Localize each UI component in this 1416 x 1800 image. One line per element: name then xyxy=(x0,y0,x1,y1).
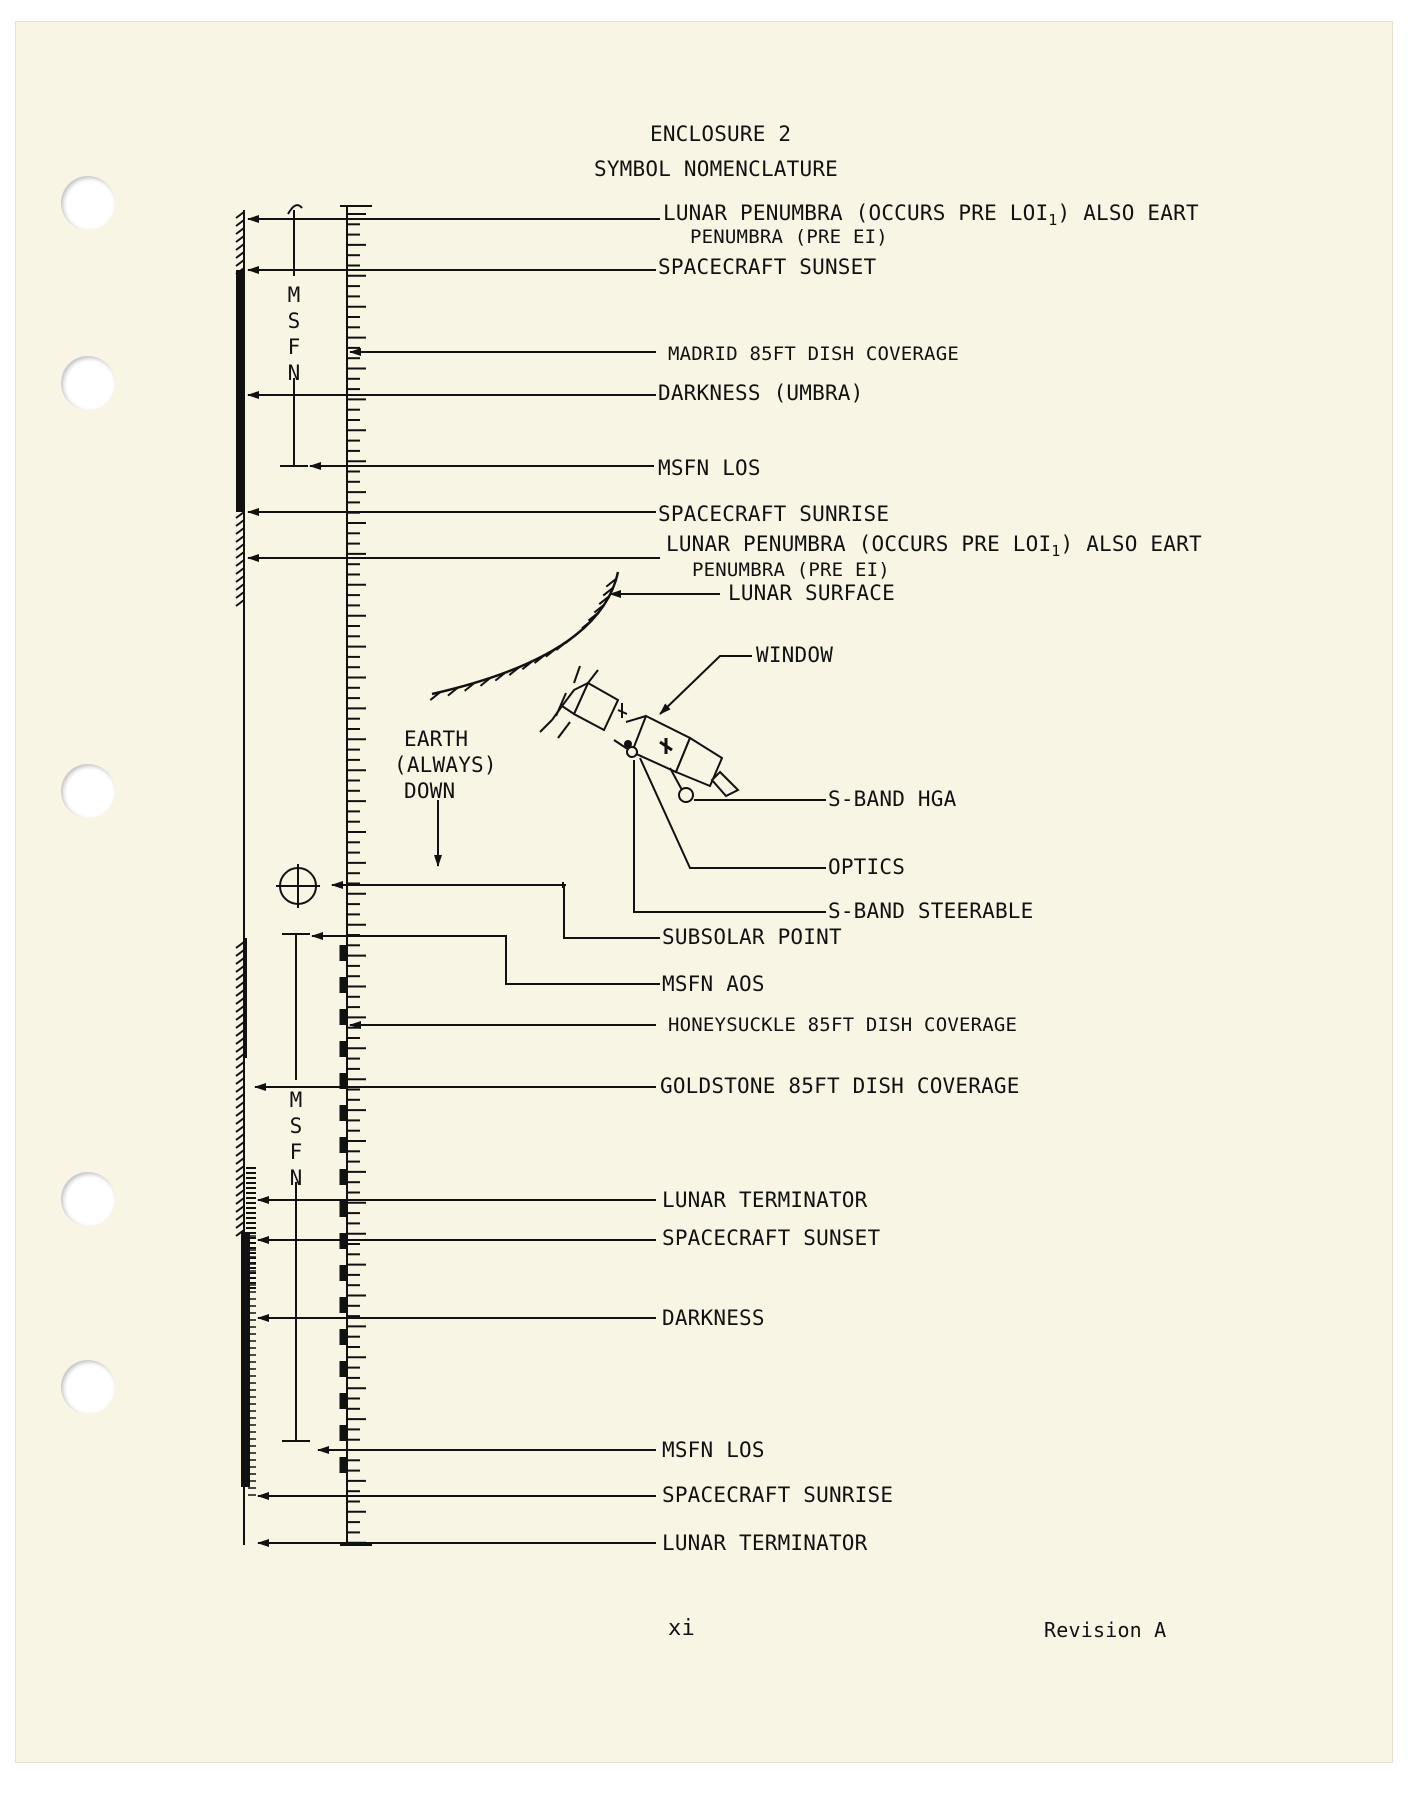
hatch-mark xyxy=(236,1126,244,1132)
hatch-mark xyxy=(236,990,244,996)
hatch-mark xyxy=(236,1110,244,1116)
hatch-mark xyxy=(236,1206,244,1212)
hatch-mark xyxy=(236,1214,244,1220)
hatch-mark xyxy=(236,958,244,964)
hatch-mark xyxy=(236,998,244,1004)
label-msfn-los-1: MSFN LOS xyxy=(658,456,761,480)
label-madrid: MADRID 85FT DISH COVERAGE xyxy=(668,343,959,365)
hatch-mark xyxy=(236,1070,244,1076)
hatch-mark xyxy=(236,584,244,590)
label-sband-hga: S-BAND HGA xyxy=(828,787,957,811)
label-spacecraft-sunset-2: SPACECRAFT SUNSET xyxy=(662,1226,881,1250)
hatch-mark xyxy=(236,950,244,956)
hatch-mark xyxy=(236,1174,244,1180)
label-lunar-penumbra-1: LUNAR PENUMBRA (OCCURS PRE $LOI_1$) ALSO EART xyxy=(663,201,1199,230)
label-darkness: DARKNESS xyxy=(662,1306,765,1330)
label-goldstone: GOLDSTONE 85FT DISH COVERAGE xyxy=(660,1074,1020,1098)
label-lunar-surface: LUNAR SURFACE xyxy=(728,581,895,605)
hatch-mark xyxy=(236,560,244,566)
spacecraft-icon xyxy=(540,666,738,802)
label-honeysuckle: HONEYSUCKLE 85FT DISH COVERAGE xyxy=(668,1014,1018,1036)
msfn-vertical-label-1 xyxy=(286,282,302,386)
hatch-mark xyxy=(236,212,244,218)
label-lunar-terminator-1: LUNAR TERMINATOR xyxy=(662,1188,868,1212)
hatch-mark xyxy=(236,942,244,948)
moon-hatch-mark xyxy=(556,642,566,650)
hatch-mark xyxy=(236,974,244,980)
label-subsolar-point: SUBSOLAR POINT xyxy=(662,925,842,949)
label-penumbra-pre-ei-1: PENUMBRA (PRE EI) xyxy=(690,226,888,248)
msfn-letter: F xyxy=(289,1140,303,1164)
hatch-mark xyxy=(236,528,244,534)
hatch-mark xyxy=(236,1014,244,1020)
hatch-mark xyxy=(236,1078,244,1084)
hatch-mark xyxy=(236,228,244,234)
hatch-mark xyxy=(236,982,244,988)
label-earth-always: (ALWAYS) xyxy=(394,753,497,777)
hatch-mark xyxy=(236,1086,244,1092)
label-lunar-penumbra-2: LUNAR PENUMBRA (OCCURS PRE $LOI_1$) ALSO EART xyxy=(666,532,1202,561)
darkness-bar-top xyxy=(236,270,244,512)
label-msfn-aos: MSFN AOS xyxy=(662,972,765,996)
hatch-mark xyxy=(236,1182,244,1188)
hatch-mark xyxy=(236,236,244,242)
revision-label: Revision A xyxy=(1044,1618,1167,1642)
page-number: xi xyxy=(668,1616,695,1641)
hatch-mark xyxy=(236,244,244,250)
hatch-mark xyxy=(236,576,244,582)
hatch-mark xyxy=(236,520,244,526)
darkness-bar-lower xyxy=(244,938,247,1058)
hatch-mark xyxy=(236,260,244,266)
hatch-mark xyxy=(236,1190,244,1196)
hatch-mark xyxy=(236,1142,244,1148)
msfn-letter: M xyxy=(289,1088,303,1112)
label-darkness-umbra: DARKNESS (UMBRA) xyxy=(658,381,864,405)
hatch-mark xyxy=(236,1046,244,1052)
label-penumbra-pre-ei-2: PENUMBRA (PRE EI) xyxy=(692,559,890,581)
moon-hatch-mark xyxy=(566,635,576,643)
leader-optics xyxy=(640,758,826,868)
msfn-vertical-label-2 xyxy=(288,1087,304,1191)
hatch-mark xyxy=(236,966,244,972)
label-earth-down: DOWN xyxy=(404,779,456,803)
label-msfn-los-2: MSFN LOS xyxy=(662,1438,765,1462)
lunar-surface-arc xyxy=(432,572,618,694)
hatch-mark xyxy=(236,552,244,558)
hatch-mark xyxy=(236,1198,244,1204)
label-window: WINDOW xyxy=(756,643,834,667)
hatch-mark xyxy=(236,544,244,550)
hatch-mark xyxy=(236,568,244,574)
hatch-mark xyxy=(236,536,244,542)
hatch-mark xyxy=(236,1222,244,1228)
hatch-mark xyxy=(236,1062,244,1068)
leader-window xyxy=(660,656,752,714)
hatch-mark xyxy=(236,1094,244,1100)
label-lunar-terminator-2: LUNAR TERMINATOR xyxy=(662,1531,868,1555)
msfn-letter: N xyxy=(289,1166,303,1190)
hatch-mark xyxy=(236,1150,244,1156)
label-spacecraft-sunrise-1: SPACECRAFT SUNRISE xyxy=(658,502,890,526)
label-spacecraft-sunrise-2: SPACECRAFT SUNRISE xyxy=(662,1483,894,1507)
label-sband-steerable: S-BAND STEERABLE xyxy=(828,899,1034,923)
hatch-mark xyxy=(236,1102,244,1108)
msfn-letter: F xyxy=(287,335,301,359)
label-earth: EARTH xyxy=(404,727,469,751)
hatch-mark xyxy=(236,600,244,606)
msfn-letter: M xyxy=(287,283,301,307)
page-title: SYMBOL NOMENCLATURE xyxy=(594,157,839,181)
moon-hatch-mark xyxy=(582,620,592,628)
leader-msfn-aos xyxy=(312,936,660,984)
hatch-mark xyxy=(236,1030,244,1036)
label-optics: OPTICS xyxy=(828,855,906,879)
hatch-mark xyxy=(236,512,244,518)
moon-hatch-mark xyxy=(574,628,584,636)
hatch-mark xyxy=(236,1118,244,1124)
msfn-letter: S xyxy=(289,1114,303,1138)
enclosure-label: ENCLOSURE 2 xyxy=(650,122,792,146)
hatch-mark xyxy=(236,1022,244,1028)
hatch-mark xyxy=(236,252,244,258)
msfn-letter: S xyxy=(287,309,301,333)
leader-subsolar-point xyxy=(332,885,660,938)
hatch-mark xyxy=(236,1158,244,1164)
msfn-letter: N xyxy=(287,361,301,385)
hatch-mark xyxy=(236,1134,244,1140)
hatch-mark xyxy=(236,1038,244,1044)
hatch-mark xyxy=(236,1006,244,1012)
hatch-mark xyxy=(236,1166,244,1172)
hatch-mark xyxy=(236,220,244,226)
hatch-mark xyxy=(236,1054,244,1060)
hatch-mark xyxy=(236,592,244,598)
label-spacecraft-sunset-1: SPACECRAFT SUNSET xyxy=(658,255,877,279)
